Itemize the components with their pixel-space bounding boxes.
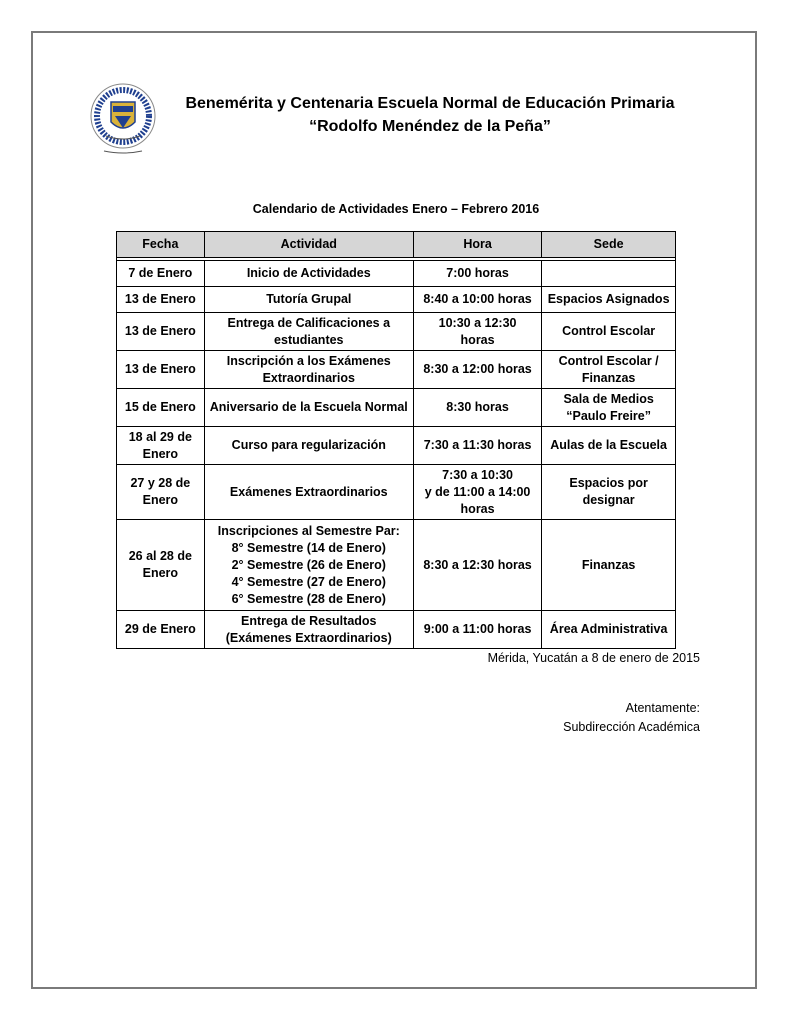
cell-actividad <box>204 611 413 649</box>
cell-fecha-line: 15 de Enero <box>124 400 196 414</box>
cell-fecha <box>117 427 205 465</box>
cell-actividad-line: 6° Semestre (28 de Enero) <box>231 591 386 606</box>
cell-actividad-line: Inscripción a los Exámenes <box>226 353 391 368</box>
cell-actividad <box>204 313 413 351</box>
cell-fecha-line: 13 de Enero <box>124 324 196 338</box>
cell-fecha-line: Enero <box>142 566 179 580</box>
cell-fecha-line: 7 de Enero <box>128 266 193 280</box>
cell-hora-line: horas <box>460 501 495 516</box>
cell-hora-line: 8:40 a 10:00 horas <box>423 292 532 306</box>
cell-sede-line: designar <box>582 493 635 507</box>
cell-hora <box>413 287 541 313</box>
cell-actividad-line: 8° Semestre (14 de Enero) <box>231 540 386 555</box>
place-date: Mérida, Yucatán a 8 de enero de 2015 <box>487 651 700 665</box>
cell-hora-line: 8:30 a 12:00 horas <box>423 362 532 376</box>
cell-sede-line: Espacios por <box>569 476 648 490</box>
cell-fecha <box>117 261 205 287</box>
cell-actividad-line: Aniversario de la Escuela Normal <box>209 400 408 414</box>
cell-actividad-line: Entrega de Calificaciones a <box>227 315 391 330</box>
cell-hora-line: 7:30 a 11:30 horas <box>423 438 532 452</box>
cell-actividad <box>204 287 413 313</box>
cell-actividad <box>204 389 413 427</box>
cell-actividad <box>204 427 413 465</box>
cell-sede-line: Sala de Medios <box>563 391 654 406</box>
cell-hora <box>413 313 541 351</box>
calendar-heading: Calendario de Actividades Enero – Febrero 2016 <box>252 202 540 216</box>
closing-text: Atentamente: <box>625 701 700 715</box>
cell-actividad-line: Curso para regularización <box>231 438 386 452</box>
cell-fecha <box>117 520 205 611</box>
cell-sede-line: Control Escolar / <box>558 353 659 368</box>
cell-sede-line: “Paulo Freire” <box>566 408 651 423</box>
cell-fecha <box>117 313 205 351</box>
table-row <box>117 427 676 465</box>
cell-actividad <box>204 261 413 287</box>
cell-sede <box>542 313 676 351</box>
cell-hora <box>413 611 541 649</box>
cell-fecha <box>117 287 205 313</box>
school-name: Benemérita y Centenaria Escuela Normal de Educación Primaria <box>185 95 675 112</box>
cell-hora-line: y de 11:00 a 14:00 <box>424 484 531 499</box>
cell-fecha-line: 18 al 29 de <box>128 429 192 444</box>
cell-fecha-line: Enero <box>142 446 179 461</box>
cell-hora <box>413 389 541 427</box>
closing-block <box>563 699 700 737</box>
cell-sede <box>542 465 676 520</box>
cell-actividad-line: 2° Semestre (26 de Enero) <box>231 557 386 572</box>
cell-actividad-line: Inicio de Actividades <box>246 266 371 280</box>
signature-text: Subdirección Académica <box>563 720 700 734</box>
cell-sede <box>542 261 676 287</box>
cell-actividad-line: estudiantes <box>274 332 344 347</box>
cell-hora <box>413 427 541 465</box>
cell-sede-line: Control Escolar <box>562 324 656 338</box>
cell-sede-line: Espacios Asignados <box>547 292 670 306</box>
cell-actividad <box>204 520 413 611</box>
column-header-actividad: Actividad <box>204 232 413 258</box>
cell-hora-line: 10:30 a 12:30 <box>438 315 517 330</box>
table-row <box>117 520 676 611</box>
table-row <box>117 611 676 649</box>
cell-actividad-line: 4° Semestre (27 de Enero) <box>231 574 386 589</box>
cell-hora <box>413 261 541 287</box>
table-row <box>117 313 676 351</box>
cell-actividad-line: Exámenes Extraordinarios <box>229 484 388 499</box>
cell-actividad-line: Extraordinarios <box>262 370 355 385</box>
cell-actividad <box>204 465 413 520</box>
cell-fecha-line: 27 y 28 de <box>130 476 191 490</box>
cell-hora <box>413 520 541 611</box>
cell-sede <box>542 611 676 649</box>
cell-sede-line: Finanzas <box>581 370 636 385</box>
cell-sede-line: Área Administrativa <box>549 622 668 636</box>
cell-sede <box>542 389 676 427</box>
school-patron-name: “Rodolfo Menéndez de la Peña” <box>309 118 551 135</box>
cell-fecha-line: 13 de Enero <box>124 292 196 306</box>
cell-actividad-line: Entrega de Resultados <box>241 613 377 628</box>
cell-sede <box>542 287 676 313</box>
cell-hora <box>413 351 541 389</box>
cell-fecha <box>117 465 205 520</box>
table-row <box>117 465 676 520</box>
cell-fecha-line: Enero <box>142 493 179 507</box>
cell-actividad <box>204 351 413 389</box>
cell-fecha-line: 26 al 28 de <box>128 549 192 563</box>
cell-fecha-line: 13 de Enero <box>124 362 196 376</box>
cell-hora-line: 7:00 horas <box>446 266 509 280</box>
cell-fecha <box>117 611 205 649</box>
column-header-sede: Sede <box>542 232 676 258</box>
cell-fecha <box>117 351 205 389</box>
table-row <box>117 261 676 287</box>
cell-actividad-line: Inscripciones al Semestre Par: <box>217 523 400 538</box>
cell-hora-line: 9:00 a 11:00 horas <box>423 622 532 636</box>
cell-sede <box>542 520 676 611</box>
cell-sede <box>542 427 676 465</box>
cell-actividad-line: Tutoría Grupal <box>266 292 352 306</box>
table-row <box>117 287 676 313</box>
cell-hora-line: 8:30 a 12:30 horas <box>423 557 532 572</box>
cell-hora-line: 8:30 horas <box>446 400 509 414</box>
cell-hora-line: horas <box>460 332 495 347</box>
cell-hora <box>413 465 541 520</box>
cell-fecha <box>117 389 205 427</box>
activities-table <box>116 231 676 649</box>
cell-sede-line: Finanzas <box>581 557 636 572</box>
cell-fecha-line: 29 de Enero <box>124 622 196 636</box>
column-header-fecha: Fecha <box>117 232 205 258</box>
table-header-row <box>117 232 676 258</box>
table-row <box>117 351 676 389</box>
cell-sede <box>542 351 676 389</box>
cell-actividad-line: (Exámenes Extraordinarios) <box>225 630 392 645</box>
cell-sede-line: Aulas de la Escuela <box>550 438 667 452</box>
column-header-hora: Hora <box>413 232 541 258</box>
table-row <box>117 389 676 427</box>
cell-hora-line: 7:30 a 10:30 <box>442 467 514 482</box>
